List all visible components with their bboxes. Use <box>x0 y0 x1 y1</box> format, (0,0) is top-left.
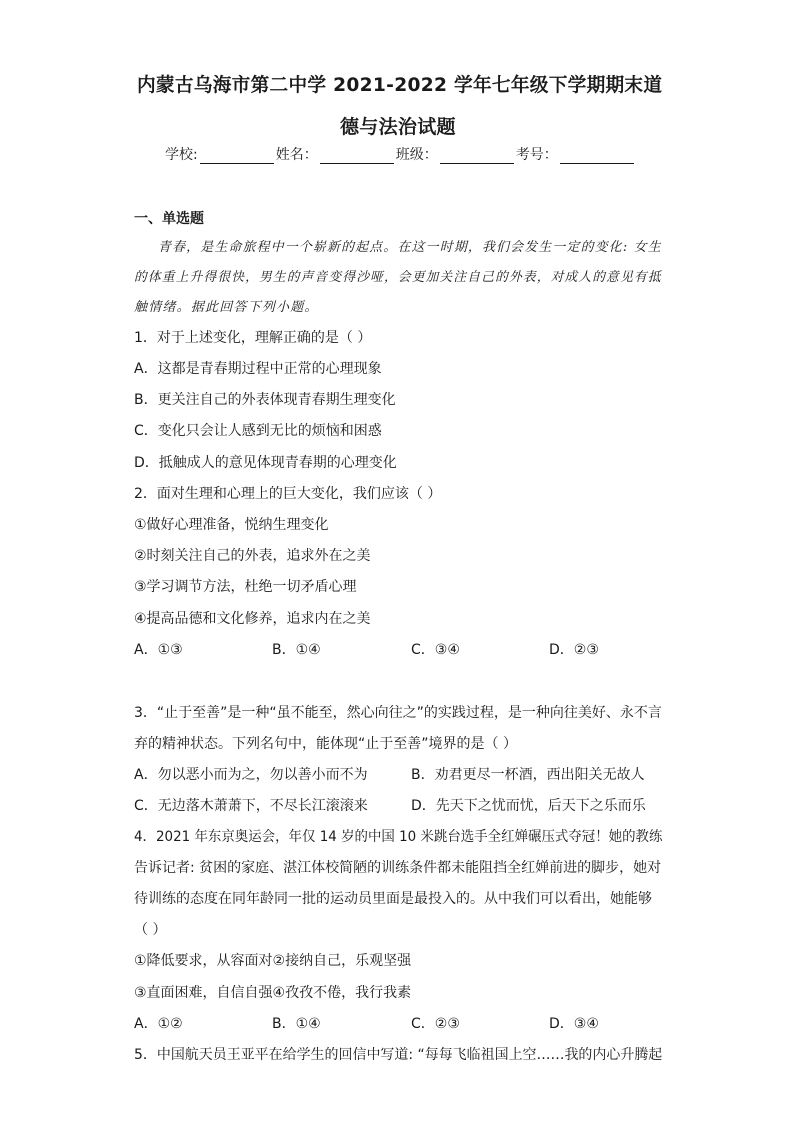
q2-option-b[interactable]: B．①④ <box>272 642 321 658</box>
number-label: 考号： <box>515 147 558 163</box>
q4-option-a[interactable]: A．①② <box>134 1016 183 1032</box>
q3-option-a[interactable]: A．勿以恶小而为之，勿以善小而不为 <box>134 767 368 783</box>
number-blank[interactable] <box>560 149 634 164</box>
q3-option-b[interactable]: B．劝君更尽一杯酒，西出阳关无故人 <box>411 767 645 783</box>
exam-title-line2: 德与法治试题 <box>340 116 456 138</box>
class-label: 班级： <box>395 147 438 163</box>
q2-stem: 2．面对生理和心理上的巨大变化，我们应该（ ） <box>134 486 442 502</box>
q3-option-d[interactable]: D．先天下之忧而忧，后天下之乐而乐 <box>411 798 646 814</box>
q4-item: ③直面困难，自信自强④孜孜不倦，我行我素 <box>134 985 412 1001</box>
passage-line: 青春，是生命旅程中一个崭新的起点。在这一时期，我们会发生一定的变化: 女生 <box>158 240 662 255</box>
student-info <box>165 144 636 164</box>
q4-item: ①降低要求，从容面对②接纳自己，乐观坚强 <box>134 953 412 969</box>
class-blank[interactable] <box>440 149 514 164</box>
school-blank[interactable] <box>200 149 274 164</box>
q3-stem: 弃的精神状态。下列名句中，能体现“止于至善”境界的是（ ） <box>134 736 517 752</box>
q4-stem: （ ） <box>134 922 167 938</box>
q5-stem: 5．中国航天员王亚平在给学生的回信中写道: “每每飞临祖国上空……我的内心升腾起 <box>134 1047 663 1063</box>
q2-option-a[interactable]: A．①③ <box>134 642 183 658</box>
q2-option-d[interactable]: D．②③ <box>549 642 599 658</box>
school-label: 学校: <box>165 147 198 163</box>
q1-option-d[interactable]: D．抵触成人的意见体现青春期的心理变化 <box>134 455 397 471</box>
q4-stem: 4．2021 年东京奥运会，年仅 14 岁的中国 10 米跳台选手全红婵碾压式夺冠！她的教练 <box>134 829 663 845</box>
q4-option-d[interactable]: D．③④ <box>549 1016 599 1032</box>
q4-option-c[interactable]: C．②③ <box>411 1016 460 1032</box>
passage-line: 的体重上升得很快，男生的声音变得沙哑，会更加关注自己的外表，对成人的意见有抵 <box>134 270 662 285</box>
q2-item: ②时刻关注自己的外表，追求外在之美 <box>134 548 371 564</box>
q4-stem: 告诉记者: 贫困的家庭、湛江体校简陋的训练条件都未能阻挡全红婵前进的脚步，她对 <box>134 860 662 876</box>
q1-option-a[interactable]: A．这都是青春期过程中正常的心理现象 <box>134 361 382 377</box>
name-blank[interactable] <box>320 149 394 164</box>
q4-stem: 待训练的态度在同年龄同一批的运动员里面是最投入的。从中我们可以看出，她能够 <box>134 891 652 907</box>
q3-option-c[interactable]: C．无边落木萧萧下，不尽长江滚滚来 <box>134 798 368 814</box>
q1-option-c[interactable]: C．变化只会让人感到无比的烦恼和困惑 <box>134 423 382 439</box>
passage-line: 触情绪。据此回答下列小题。 <box>134 300 319 315</box>
q2-item: ③学习调节方法，杜绝一切矛盾心理 <box>134 579 357 595</box>
q1-stem: 1．对于上述变化，理解正确的是（ ） <box>134 330 372 346</box>
q2-item: ①做好心理准备，悦纳生理变化 <box>134 517 329 533</box>
section-heading: 一、单选题 <box>134 211 204 227</box>
q3-stem: 3．“止于至善”是一种“虽不能至，然心向往之”的实践过程，是一种向往美好、永不言 <box>134 705 662 721</box>
q2-item: ④提高品德和文化修养，追求内在之美 <box>134 611 371 627</box>
q4-option-b[interactable]: B．①④ <box>272 1016 321 1032</box>
q2-option-c[interactable]: C．③④ <box>411 642 460 658</box>
exam-title-line1: 内蒙古乌海市第二中学 2021-2022 学年七年级下学期期末道 <box>137 74 663 96</box>
name-label: 姓名： <box>275 147 318 163</box>
q1-option-b[interactable]: B．更关注自己的外表体现青春期生理变化 <box>134 392 396 408</box>
